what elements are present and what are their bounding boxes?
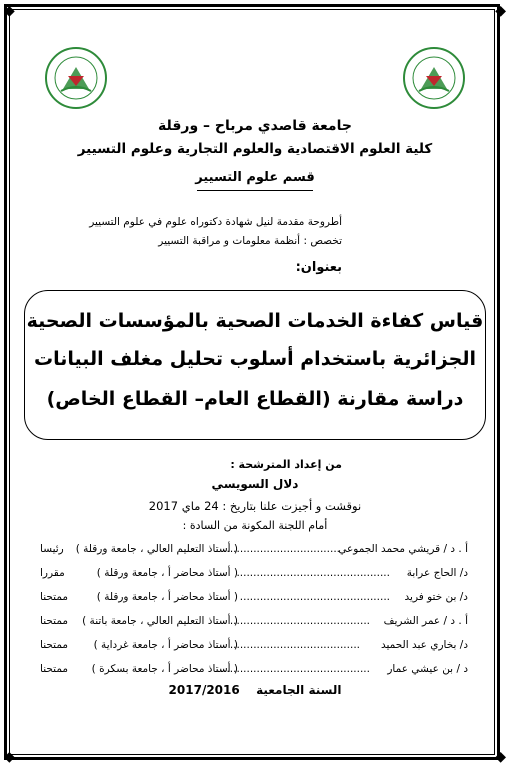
committee-member <box>40 588 468 606</box>
department-name: قسم علوم التسيير <box>195 170 315 185</box>
committee-member <box>40 660 468 678</box>
defense-date: نوقشت و أجيزت علنا بتاريخ : 24 ماي 2017 <box>148 499 362 513</box>
member-affiliation: ( أستاذ التعليم العالي ، جامعة ورقلة ) <box>75 543 238 555</box>
member-affiliation: ( أستاذ التعليم العالي ، جامعة باتنة ) <box>82 615 238 627</box>
department-underline <box>197 190 313 191</box>
member-role: رئيسا <box>40 543 64 555</box>
thesis-title-line: قياس كفاءة الخدمات الصحية بالمؤسسات الصحية <box>26 310 484 332</box>
academic-year-value: 2017/2016 <box>168 683 240 697</box>
dot-leader: .............................................. <box>236 567 390 579</box>
member-name: د/ بن ختو فريد <box>404 591 468 603</box>
member-role: ممتحنا <box>40 663 69 675</box>
member-role: ممتحنا <box>40 639 69 651</box>
member-role: مقررا <box>40 567 65 579</box>
member-name: أ . د / عمر الشريف <box>383 615 468 627</box>
academic-year-label: السنة الجامعية <box>256 683 342 697</box>
dot-leader: ....................................... <box>229 639 360 651</box>
candidate-name: دلال السويسي <box>211 477 299 491</box>
corner-ornament: ◆ <box>4 749 15 765</box>
academic-year <box>0 683 510 697</box>
member-affiliation: ( أستاذ محاضر أ ، جامعة ورقلة ) <box>96 591 238 603</box>
university-name: جامعة قاصدي مرباح – ورقلة <box>158 118 352 134</box>
committee-intro: أمام اللجنة المكونة من السادة : <box>182 519 328 532</box>
member-affiliation: ( أستاذ محاضر أ ، جامعة بسكرة ) <box>91 663 238 675</box>
committee-member <box>40 540 468 558</box>
member-affiliation: ( أستاذ محاضر أ ، جامعة غرداية ) <box>93 639 238 651</box>
member-name: د/ الحاج عرابة <box>406 567 468 579</box>
corner-ornament: ◆ <box>495 3 506 19</box>
thesis-specialty: تخصص : أنظمة معلومات و مراقبة التسيير <box>158 235 342 247</box>
dot-leader: ................................... <box>223 543 340 555</box>
university-logo-left <box>43 45 109 111</box>
member-name: د/ بخاري عبد الحميد <box>380 639 468 651</box>
thesis-purpose: أطروحة مقدمة لنيل شهادة دكتوراه علوم في علوم التسيير <box>89 216 342 228</box>
dot-leader: ............................................. <box>239 591 390 603</box>
member-affiliation: ( أستاذ محاضر أ ، جامعة ورقلة ) <box>96 567 238 579</box>
committee-member <box>40 636 468 654</box>
title-label: بعنوان: <box>295 260 342 275</box>
faculty-name: كلية العلوم الاقتصادية والعلوم التجارية وعلوم التسيير <box>77 141 433 157</box>
corner-ornament: ◆ <box>495 749 506 765</box>
member-name: أ . د / قريشي محمد الجموعي <box>338 543 468 555</box>
university-logo-right <box>401 45 467 111</box>
candidate-label: من إعداد المترشحة : <box>230 458 342 471</box>
dot-leader: .............................................. <box>216 663 370 675</box>
member-role: ممتحنا <box>40 615 69 627</box>
dot-leader: .......................................... <box>229 615 370 627</box>
thesis-title-line: دراسة مقارنة (القطاع العام– القطاع الخاص) <box>46 388 464 410</box>
member-name: د / بن عيشي عمار <box>387 663 468 675</box>
thesis-title-line: الجزائرية باستخدام أسلوب تحليل مغلف البيانات <box>34 348 476 370</box>
committee-member <box>40 564 468 582</box>
member-role: ممتحنا <box>40 591 69 603</box>
committee-member <box>40 612 468 630</box>
corner-ornament: ◆ <box>4 3 15 19</box>
